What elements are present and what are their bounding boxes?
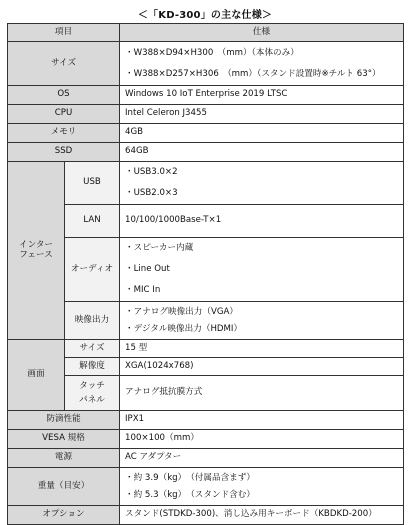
- row-memory: [8, 124, 404, 143]
- value-audio-line-3: ・MIC In: [125, 285, 161, 295]
- label-touch-line-2: パネル: [79, 395, 105, 405]
- value-size-line-2: ・W388×D257×H306 （mm）（スタンド設置時※チルト 63°）: [125, 68, 381, 79]
- header-row: [8, 24, 404, 42]
- label-usb: USB: [65, 162, 120, 205]
- value-option: スタンド(STDKD-300)、消し込み用キーボード（KBDKD-200）: [120, 506, 404, 525]
- label-interface-line-1: インター: [18, 240, 54, 251]
- label-interface-line-2: フェース: [19, 249, 53, 260]
- value-resolution: XGA(1024x768): [120, 358, 404, 376]
- value-usb-line-2: ・USB2.0×3: [125, 188, 178, 198]
- label-ssd: SSD: [8, 143, 120, 162]
- value-usb: [120, 162, 404, 205]
- value-os: Windows 10 IoT Enterprise 2019 LTSC: [120, 86, 404, 105]
- value-audio: [120, 238, 404, 302]
- value-screen-size: 15 型: [120, 340, 404, 358]
- label-screen: 画面: [8, 340, 65, 411]
- value-weight-line-1: ・約 3.9（kg） （付属品含まず）: [125, 472, 255, 483]
- value-vesa: 100×100（mm）: [120, 430, 404, 449]
- value-video-line-2: ・デジタル映像出力（HDMI）: [125, 323, 243, 334]
- label-vesa: VESA 規格: [8, 430, 120, 449]
- row-touch: [8, 376, 404, 411]
- row-option: [8, 506, 404, 525]
- value-usb-line-1: ・USB3.0×2: [125, 167, 178, 177]
- value-lan: 10/100/1000Base-T×1: [120, 205, 404, 238]
- value-audio-line-1: ・スピーカー内蔵: [125, 243, 194, 253]
- value-video: [120, 302, 404, 340]
- row-lan: [8, 205, 404, 238]
- label-weight: 重量（目安）: [8, 468, 120, 506]
- label-touch: [65, 376, 120, 411]
- row-usb: [8, 162, 404, 205]
- header-item: 項目: [8, 24, 120, 42]
- value-audio-line-2: ・Line Out: [125, 264, 170, 274]
- label-interface: [8, 162, 65, 340]
- label-cpu: CPU: [8, 105, 120, 124]
- label-power: 電源: [8, 449, 120, 468]
- row-os: [8, 86, 404, 105]
- label-resolution: 解像度: [65, 358, 120, 376]
- value-drip: IPX1: [120, 411, 404, 430]
- value-size-line-1: ・W388×D94×H300 （mm）（本体のみ）: [125, 47, 299, 58]
- label-memory: メモリ: [8, 124, 120, 143]
- row-cpu: [8, 105, 404, 124]
- value-memory: 4GB: [120, 124, 404, 143]
- label-size: サイズ: [8, 42, 120, 86]
- row-vesa: [8, 430, 404, 449]
- value-size: [120, 42, 404, 86]
- label-touch-line-1: タッチ: [79, 381, 105, 391]
- label-lan: LAN: [65, 205, 120, 238]
- row-ssd: [8, 143, 404, 162]
- row-resolution: [8, 358, 404, 376]
- label-screen-size: サイズ: [65, 340, 120, 358]
- header-spec: 仕様: [120, 24, 404, 42]
- label-audio: オーディオ: [65, 238, 120, 302]
- row-drip: [8, 411, 404, 430]
- label-video: 映像出力: [65, 302, 120, 340]
- row-power: [8, 449, 404, 468]
- label-drip: 防滴性能: [8, 411, 120, 430]
- row-audio: [8, 238, 404, 302]
- spec-table: [7, 23, 404, 525]
- value-video-line-1: ・アナログ映像出力（VGA）: [125, 306, 238, 317]
- page-title: ＜「KD-300」の主な仕様＞: [137, 10, 273, 21]
- row-size: [8, 42, 404, 86]
- value-cpu: Intel Celeron J3455: [120, 105, 404, 124]
- label-option: オプション: [8, 506, 120, 525]
- value-power: AC アダプター: [120, 449, 404, 468]
- value-weight-line-2: ・約 5.3（kg） （スタンド含む）: [125, 489, 255, 500]
- row-video: [8, 302, 404, 340]
- value-ssd: 64GB: [120, 143, 404, 162]
- row-screen-size: [8, 340, 404, 358]
- value-touch: アナログ抵抗膜方式: [120, 376, 404, 411]
- label-os: OS: [8, 86, 120, 105]
